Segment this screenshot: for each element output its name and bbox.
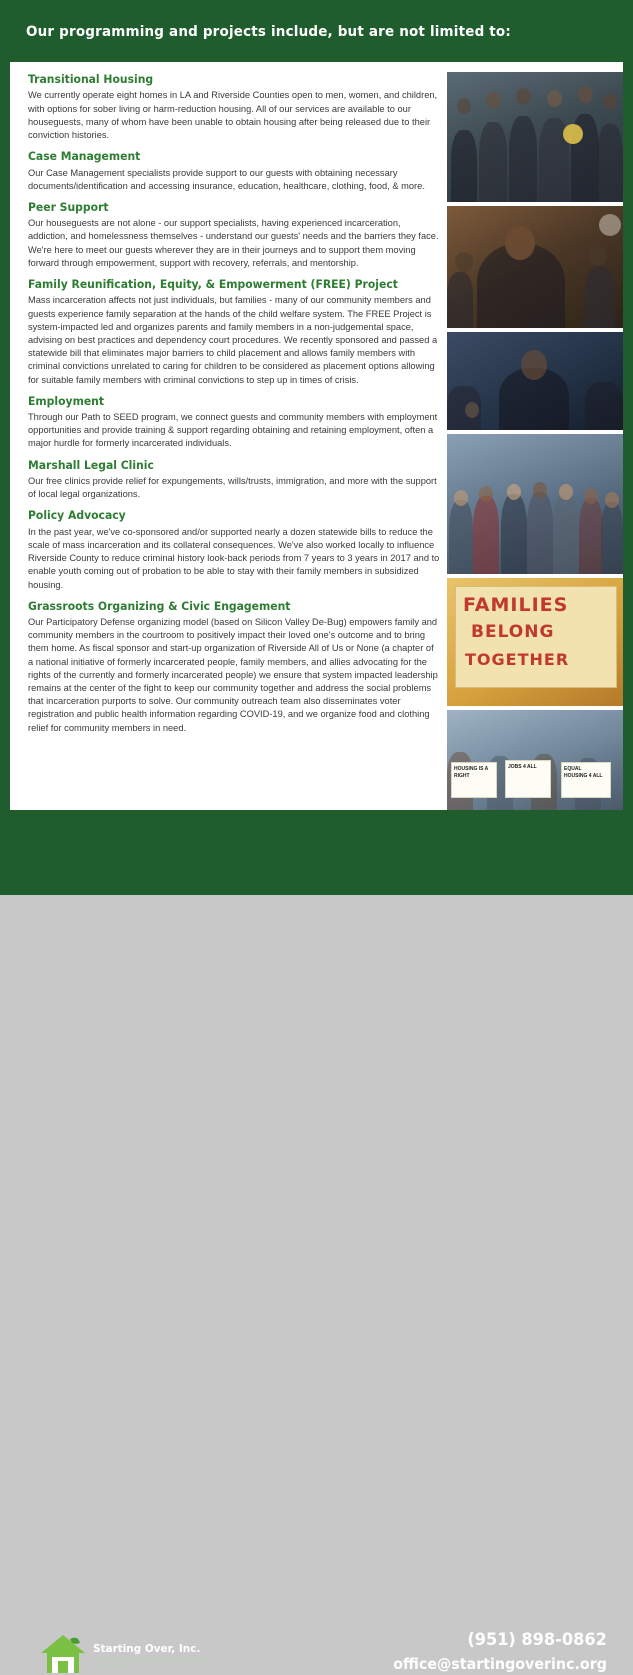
program-section <box>28 599 440 735</box>
banner-line-1: FAMILIES <box>463 594 569 616</box>
program-section <box>28 72 440 142</box>
program-section <box>28 394 440 451</box>
contact-phone[interactable]: (951) 898-0862 <box>467 1630 607 1650</box>
section-title: Case Management <box>28 149 141 164</box>
content-area <box>10 62 623 810</box>
page-title: Our programming and projects include, but are not limited to: <box>26 24 511 40</box>
section-title: Family Reunification, Equity, & Empowerment (FREE) Project <box>28 277 398 291</box>
photo-speaker-event <box>447 332 623 430</box>
section-body: In the past year, we've co-sponsored and/or supported nearly a dozen statewide bills to reduce the scale of mass incarceration and its collateral consequences. We've also worked locally to influence Riverside County to reduce criminal history look-back periods from 7 years to 3 years in 2017 and to enable youth coming out of probation to be able to stay with their family members in subsidized housing. <box>28 526 440 590</box>
programs-column <box>28 72 440 742</box>
photo-column <box>447 72 623 810</box>
section-title: Marshall Legal Clinic <box>28 457 154 472</box>
organization-name: Starting Over, Inc. <box>93 1642 201 1655</box>
section-title: Peer Support <box>28 199 109 214</box>
section-body: Our houseguests are not alone - our support specialists, having experienced incarceration, addiction, and homelessness themselves - understand our guests' needs and the barriers they face. We're here to meet our guests wherever they are in their journeys and to support them moving forward through empowerment, support with recovery, referrals, and mentorship. <box>28 218 439 268</box>
contact-email[interactable]: office@startingoverinc.org <box>393 1655 607 1673</box>
header-band <box>0 0 633 62</box>
section-title: Policy Advocacy <box>28 508 126 523</box>
banner-line-2: BELONG <box>471 622 555 642</box>
section-body: Our Participatory Defense organizing model (based on Silicon Valley De-Bug) empowers family and community members in the courtroom to positively impact their loved one's outcome and to bring them home. As fiscal sponsor and start-up organization of Riverside All of Us or None (a chapter of a national initiative of formerly incarcerated people, family members, and allies advocating for the rights of the currently and formerly incarcerated people) we ensure that system impacted leadership remains at the center of the fight to keep our community together and address the social problems that incarceration purports to solve. Our community outreach team also disseminates voter registration and public health information regarding COVID-19, and we organize food and clothing relief for community members in need. <box>28 617 438 733</box>
banner-line-3: TOGETHER <box>465 650 570 669</box>
house-logo-icon <box>40 1633 86 1675</box>
program-section <box>28 149 440 193</box>
program-section <box>28 277 440 387</box>
program-section <box>28 200 440 270</box>
photo-speaker-microphone <box>447 206 623 328</box>
photo-group-staff <box>447 72 623 202</box>
photo-rally-signs <box>447 710 623 810</box>
section-title: Employment <box>28 393 105 408</box>
section-body: Mass incarceration affects not just individuals, but families - many of our community members and guests experience family separation at the hands of the child welfare system. The FREE Project is system-impacted led and organizes parents and family members in a non-judgemental space, advising on best practices and dependency court procedures. We recently sponsored and passed a statewide bill that eliminates major barriers to child placement and allows family members with criminal convictions unrelated to caring for children to be considered as placement options allowing for suitable family members with criminal convictions to step up in times of crisis. <box>28 295 438 385</box>
section-body: Our Case Management specialists provide support to our guests with obtaining necessary documents/identification and accessing insurance, education, healthcare, clothing, food, & more. <box>28 167 425 191</box>
photo-families-belong-together-banner <box>447 578 623 706</box>
program-section <box>28 508 440 591</box>
section-title: Grassroots Organizing & Civic Engagement <box>28 598 291 613</box>
rally-sign-text-3: EQUAL HOUSING 4 ALL <box>564 766 603 779</box>
program-section <box>28 458 440 502</box>
section-body: We currently operate eight homes in LA and Riverside Counties open to men, women, and children, with options for sober living or harm-reduction housing. All of our services are available to our houseguests, many of whom have been unable to obtain housing after being released due to their conviction histories. <box>28 90 438 140</box>
section-title: Transitional Housing <box>28 72 154 86</box>
section-body: Through our Path to SEED program, we connect guests and community members with employment opportunities and provide training & support regarding obtaining and retaining employment, often a major hurdle for formerly incarcerated individuals. <box>28 412 438 449</box>
photo-group-advocates <box>447 434 623 574</box>
footer-band <box>0 810 633 1673</box>
section-body: Our free clinics provide relief for expungements, wills/trusts, immigration, and more with the support of local legal organizations. <box>28 476 437 500</box>
rally-sign-text-2: JOBS 4 ALL <box>508 764 537 770</box>
rally-sign-text-1: HOUSING IS A RIGHT <box>454 766 489 779</box>
organization-tagline: Transitional Housing, Reentry Services, Policy Advocacy & Civic Engagement <box>94 1657 214 1670</box>
